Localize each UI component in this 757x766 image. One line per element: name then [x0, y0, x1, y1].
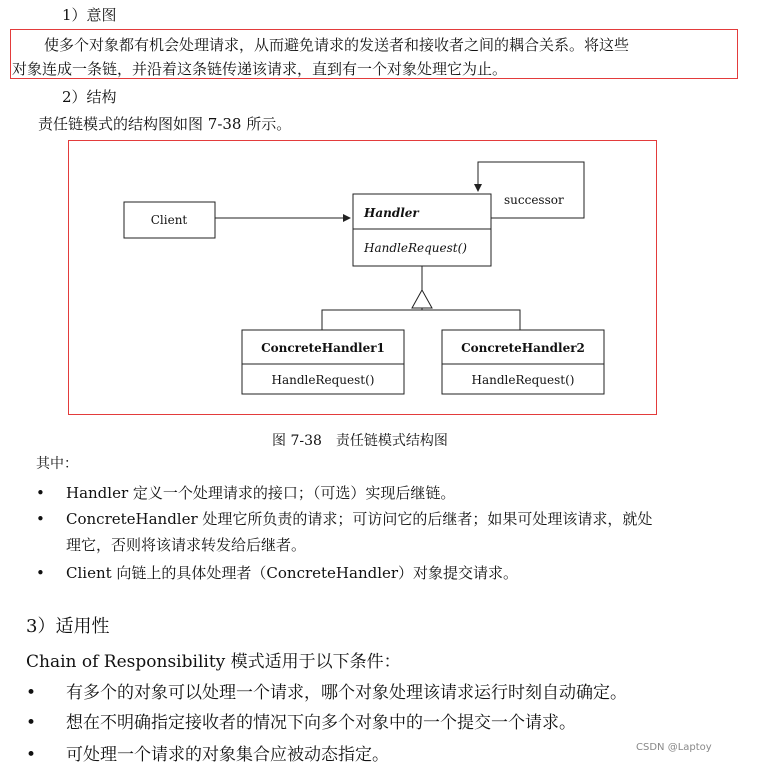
generalization-branches: [322, 310, 520, 330]
bullet-text: Client 向链上的具体处理者（ConcreteHandler）对象提交请求。: [66, 564, 519, 582]
bullet-dot: •: [36, 510, 45, 528]
structure-heading: 2）结构: [62, 88, 117, 106]
csdn-watermark: CSDN @Laptoy: [636, 742, 712, 753]
handler-class-name: Handler: [364, 206, 419, 220]
concrete-handler2-method: HandleRequest(): [471, 373, 575, 387]
applicability-heading: 3）适用性: [26, 616, 110, 637]
intent-heading: 1）意图: [62, 6, 117, 24]
applicability-intro: Chain of Responsibility 模式适用于以下条件：: [26, 652, 401, 672]
figure-caption: 图 7-38 责任链模式结构图: [272, 433, 448, 449]
concrete-handler1-name: ConcreteHandler1: [261, 341, 385, 355]
bullet-dot: •: [26, 683, 37, 703]
intent-text-line1: 使多个对象都有机会处理请求，从而避免请求的发送者和接收者之间的耦合关系。将这些: [44, 36, 630, 54]
generalization-triangle: [412, 290, 432, 308]
successor-label: successor: [504, 193, 564, 207]
applicability-item-1: [26, 678, 627, 703]
intent-text-line2: 对象连成一条链，并沿着这条链传递该请求，直到有一个对象处理它为止。: [12, 60, 508, 78]
bullet-text: Handler 定义一个处理请求的接口；（可选）实现后继链。: [66, 484, 456, 502]
handler-class-box: [353, 194, 491, 266]
handler-class-method: HandleRequest(): [364, 241, 467, 255]
bullet-text: ConcreteHandler 处理它所负责的请求；可访问它的后继者；如果可处理该请求，就处: [66, 510, 653, 528]
successor-self-link: [478, 162, 584, 218]
uml-class-diagram: [68, 140, 657, 415]
applicability-item-text: 有多个的对象可以处理一个请求，哪个对象处理该请求运行时刻自动确定。: [66, 683, 627, 703]
bullet-concrete-handler: [36, 508, 652, 529]
client-class-label: Client: [150, 213, 188, 227]
bullet-dot: •: [26, 745, 37, 765]
concrete-handler2-name: ConcreteHandler2: [461, 341, 585, 355]
applicability-item-text: 可处理一个请求的对象集合应被动态指定。: [66, 745, 389, 765]
bullet-client: [36, 562, 518, 583]
applicability-item-2: [26, 708, 576, 733]
bullet-handler: [36, 482, 455, 503]
bullet-dot: •: [36, 564, 45, 582]
structure-intro: 责任链模式的结构图如图 7-38 所示。: [38, 115, 292, 133]
where-label: 其中：: [36, 456, 78, 472]
bullet-concrete-handler-continued: 理它，否则将该请求转发给后继者。: [66, 536, 307, 554]
applicability-item-3: [26, 740, 389, 765]
bullet-dot: •: [26, 713, 37, 733]
applicability-item-text: 想在不明确指定接收者的情况下向多个对象中的一个提交一个请求。: [66, 713, 576, 733]
concrete-handler1-method: HandleRequest(): [271, 373, 375, 387]
bullet-dot: •: [36, 484, 45, 502]
